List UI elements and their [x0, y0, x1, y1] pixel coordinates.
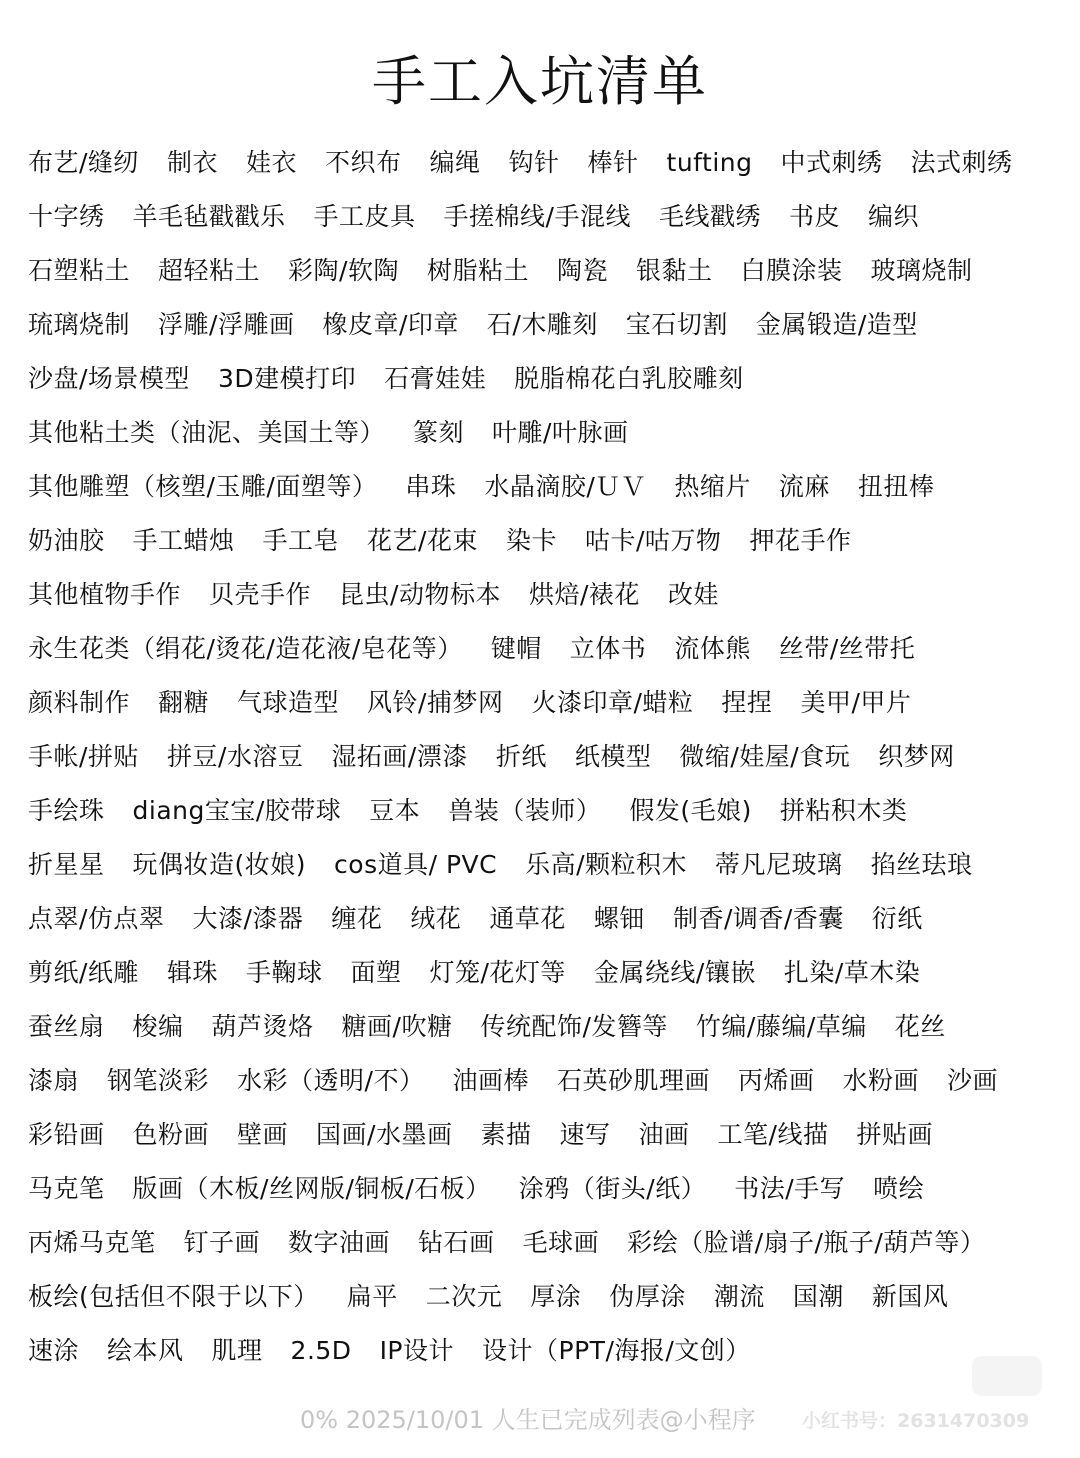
- list-item: 葫芦烫烙: [211, 1012, 314, 1041]
- list-item: 彩绘（脸谱/扇子/瓶子/葫芦等）: [627, 1228, 986, 1257]
- list-row: [28, 1270, 1068, 1324]
- list-item: 沙盘/场景模型: [28, 364, 190, 393]
- list-item: 橡皮章/印章: [322, 310, 459, 339]
- list-item: 手搓棉线/手混线: [443, 202, 631, 231]
- list-row: [28, 244, 1068, 298]
- list-row: [28, 1054, 1068, 1108]
- list-item: 竹编/藤编/草编: [695, 1012, 867, 1041]
- list-item: 2.5D: [290, 1336, 352, 1365]
- list-item: 大漆/漆器: [192, 904, 304, 933]
- list-row: [28, 784, 1068, 838]
- list-row: [28, 892, 1068, 946]
- list-item: 二次元: [425, 1282, 503, 1311]
- list-item: 彩铅画: [28, 1120, 105, 1149]
- list-item: 玩偶妆造(妆娘): [132, 850, 307, 879]
- list-item: 风铃/捕梦网: [367, 688, 504, 717]
- list-item: 羊毛毡戳戳乐: [132, 202, 286, 231]
- list-item: 国画/水墨画: [316, 1120, 453, 1149]
- list-item: 书法/手写: [734, 1174, 846, 1203]
- list-item: 水晶滴胶/ＵＶ: [484, 472, 647, 501]
- list-item: 编织: [868, 202, 920, 231]
- list-row: [28, 622, 1068, 676]
- list-item: 衍纸: [871, 904, 923, 933]
- list-item: 押花手作: [749, 526, 852, 555]
- list-item: 掐丝珐琅: [870, 850, 973, 879]
- list-item: 立体书: [569, 634, 647, 663]
- list-item: 织梦网: [878, 742, 955, 771]
- list-item: 花丝: [894, 1012, 946, 1041]
- list-item: 面塑: [350, 958, 402, 987]
- list-item: 钻石画: [418, 1228, 495, 1257]
- list-item: 板绘(包括但不限于以下）: [28, 1282, 319, 1311]
- list-item: 拼豆/水溶豆: [166, 742, 304, 771]
- list-item: 蒂凡尼玻璃: [715, 850, 843, 879]
- list-item: 树脂粘土: [426, 256, 529, 285]
- list-item: 蚕丝扇: [28, 1012, 105, 1041]
- list-row: [28, 730, 1068, 784]
- list-item: 湿拓画/漂漆: [331, 742, 468, 771]
- list-item: 设计（PPT/海报/文创）: [482, 1336, 751, 1365]
- list-item: 其他粘土类（油泥、美国土等）: [28, 418, 386, 447]
- craft-list: [28, 136, 1068, 1378]
- list-item: 键帽: [490, 634, 542, 663]
- list-item: 不织布: [324, 148, 402, 177]
- list-item: 扭扭棒: [857, 472, 935, 501]
- list-item: 钢笔淡彩: [107, 1066, 210, 1095]
- list-item: 丙烯马克笔: [28, 1228, 156, 1257]
- list-item: 毛球画: [522, 1228, 600, 1257]
- list-item: 翻糖: [158, 688, 210, 717]
- list-item: 微缩/娃屋/食玩: [679, 742, 851, 771]
- list-item: 喷绘: [873, 1174, 925, 1203]
- list-item: 潮流: [713, 1282, 765, 1311]
- list-item: 丙烯画: [738, 1066, 815, 1095]
- list-item: 美甲/甲片: [800, 688, 912, 717]
- list-item: 螺钿: [593, 904, 645, 933]
- list-item: 昆虫/动物标本: [339, 580, 501, 609]
- list-item: 数字油画: [288, 1228, 391, 1257]
- list-item: 制衣: [166, 148, 218, 177]
- list-item: 编绳: [429, 148, 481, 177]
- list-item: 串珠: [405, 472, 457, 501]
- list-item: 折星星: [28, 850, 105, 879]
- list-row: [28, 514, 1068, 568]
- list-item: 拼贴画: [856, 1120, 933, 1149]
- list-item: 布艺/缝纫: [28, 148, 139, 177]
- list-item: 脱脂棉花白乳胶雕刻: [514, 364, 744, 393]
- list-item: 宝石切割: [625, 310, 728, 339]
- list-item: 白膜涂装: [740, 256, 843, 285]
- list-item: 豆本: [369, 796, 421, 825]
- list-item: 制香/调香/香囊: [672, 904, 844, 933]
- list-item: 手绘珠: [28, 796, 105, 825]
- list-item: 石塑粘土: [28, 256, 131, 285]
- list-item: 素描: [480, 1120, 532, 1149]
- list-item: 中式刺绣: [780, 148, 883, 177]
- watermark-id: 小红书号：2631470309: [802, 1410, 1030, 1432]
- list-item: 娃衣: [245, 148, 297, 177]
- list-row: [28, 1324, 1068, 1378]
- list-item: 扁平: [346, 1282, 398, 1311]
- list-item: cos道具/ PVC: [334, 850, 498, 879]
- list-item: 手鞠球: [245, 958, 323, 987]
- list-item: 梭编: [132, 1012, 184, 1041]
- list-item: 其他雕塑（核塑/玉雕/面塑等）: [28, 472, 378, 501]
- list-item: 捏捏: [721, 688, 773, 717]
- list-item: 烘焙/裱花: [528, 580, 640, 609]
- footer-progress: 0% 2025/10/01 人生已完成列表@小程序: [300, 1406, 756, 1434]
- list-row: [28, 460, 1068, 514]
- list-item: 改娃: [667, 580, 719, 609]
- list-item: 速写: [559, 1120, 611, 1149]
- list-item: 石英砂肌理画: [556, 1066, 710, 1095]
- list-item: 乐高/颗粒积木: [525, 850, 688, 879]
- list-item: 银黏土: [636, 256, 713, 285]
- list-item: 油画棒: [452, 1066, 529, 1095]
- list-item: 琉璃烧制: [28, 310, 131, 339]
- list-item: 彩陶/软陶: [288, 256, 399, 285]
- list-row: [28, 352, 1068, 406]
- list-row: [28, 298, 1068, 352]
- list-item: 书皮: [789, 202, 841, 231]
- list-item: 速涂: [28, 1336, 80, 1365]
- list-item: 伪厚涂: [609, 1282, 686, 1311]
- list-item: 火漆印章/蜡粒: [531, 688, 694, 717]
- list-row: [28, 946, 1068, 1000]
- list-item: 玻璃烧制: [870, 256, 973, 285]
- list-item: 浮雕/浮雕画: [158, 310, 295, 339]
- list-row: [28, 1216, 1068, 1270]
- list-item: 永生花类（绢花/烫花/造花液/皂花等）: [28, 634, 463, 663]
- list-item: 陶瓷: [556, 256, 608, 285]
- list-item: 染卡: [505, 526, 557, 555]
- list-item: 涂鸦（街头/纸）: [518, 1174, 707, 1203]
- list-item: 石/木雕刻: [486, 310, 598, 339]
- watermark-logo-icon: [972, 1356, 1042, 1396]
- list-item: 国潮: [792, 1282, 844, 1311]
- list-item: 沙画: [947, 1066, 999, 1095]
- list-item: 气球造型: [237, 688, 340, 717]
- list-item: 超轻粘土: [158, 256, 261, 285]
- list-row: [28, 568, 1068, 622]
- list-item: 贝壳手作: [209, 580, 312, 609]
- list-row: [28, 190, 1068, 244]
- list-item: 折纸: [495, 742, 547, 771]
- list-item: 手工蜡烛: [132, 526, 235, 555]
- list-item: 点翠/仿点翠: [28, 904, 165, 933]
- list-row: [28, 1000, 1068, 1054]
- list-item: 法式刺绣: [910, 148, 1013, 177]
- list-row: [28, 1108, 1068, 1162]
- list-item: 流麻: [778, 472, 830, 501]
- list-item: 油画: [638, 1120, 690, 1149]
- list-item: 剪纸/纸雕: [28, 958, 139, 987]
- list-item: 丝带/丝带托: [778, 634, 916, 663]
- list-item: 灯笼/花灯等: [429, 958, 566, 987]
- list-item: IP设计: [379, 1336, 455, 1365]
- list-item: 肌理: [211, 1336, 263, 1365]
- list-item: 棒针: [587, 148, 639, 177]
- list-item: 糖画/吹糖: [341, 1012, 453, 1041]
- list-item: 通草花: [489, 904, 566, 933]
- list-item: 3D建模打印: [217, 364, 357, 393]
- list-item: 新国风: [871, 1282, 949, 1311]
- list-item: 钩针: [508, 148, 560, 177]
- list-item: 色粉画: [132, 1120, 210, 1149]
- list-item: 金属锻造/造型: [755, 310, 918, 339]
- list-item: 兽装（装师）: [448, 796, 602, 825]
- list-item: tufting: [666, 148, 753, 177]
- list-item: 石膏娃娃: [384, 364, 487, 393]
- list-item: 壁画: [237, 1120, 289, 1149]
- list-item: 漆扇: [28, 1066, 80, 1095]
- list-item: diang宝宝/胶带球: [132, 796, 342, 825]
- list-item: 金属绕线/镶嵌: [593, 958, 756, 987]
- list-item: 辑珠: [166, 958, 218, 987]
- list-item: 颜料制作: [28, 688, 131, 717]
- list-row: [28, 676, 1068, 730]
- list-item: 钉子画: [183, 1228, 261, 1257]
- list-item: 工笔/线描: [717, 1120, 829, 1149]
- list-item: 其他植物手作: [28, 580, 182, 609]
- list-item: 水粉画: [842, 1066, 920, 1095]
- list-item: 绘本风: [107, 1336, 184, 1365]
- list-item: 缠花: [331, 904, 383, 933]
- list-item: 奶油胶: [28, 526, 105, 555]
- list-item: 篆刻: [413, 418, 465, 447]
- list-item: 花艺/花束: [367, 526, 478, 555]
- page-title: 手工入坑清单: [372, 50, 708, 113]
- list-item: 流体熊: [674, 634, 751, 663]
- list-item: 咕卡/咕万物: [585, 526, 722, 555]
- list-item: 叶雕/叶脉画: [492, 418, 629, 447]
- list-item: 手帐/拼贴: [28, 742, 139, 771]
- list-row: [28, 136, 1068, 190]
- list-item: 拼粘积木类: [779, 796, 908, 825]
- list-item: 水彩（透明/不）: [237, 1066, 425, 1095]
- list-item: 版画（木板/丝网版/铜板/石板）: [132, 1174, 491, 1203]
- list-item: 毛线戳绣: [658, 202, 761, 231]
- list-item: 手工皮具: [313, 202, 416, 231]
- list-row: [28, 406, 1068, 460]
- list-item: 厚涂: [530, 1282, 582, 1311]
- list-item: 假发(毛娘): [629, 796, 752, 825]
- list-item: 手工皂: [262, 526, 340, 555]
- list-item: 扎染/草木染: [783, 958, 921, 987]
- list-row: [28, 1162, 1068, 1216]
- list-item: 马克笔: [28, 1174, 105, 1203]
- list-item: 纸模型: [574, 742, 652, 771]
- list-item: 十字绣: [28, 202, 105, 231]
- list-item: 绒花: [410, 904, 462, 933]
- list-row: [28, 838, 1068, 892]
- list-item: 热缩片: [674, 472, 751, 501]
- list-item: 传统配饰/发簪等: [480, 1012, 668, 1041]
